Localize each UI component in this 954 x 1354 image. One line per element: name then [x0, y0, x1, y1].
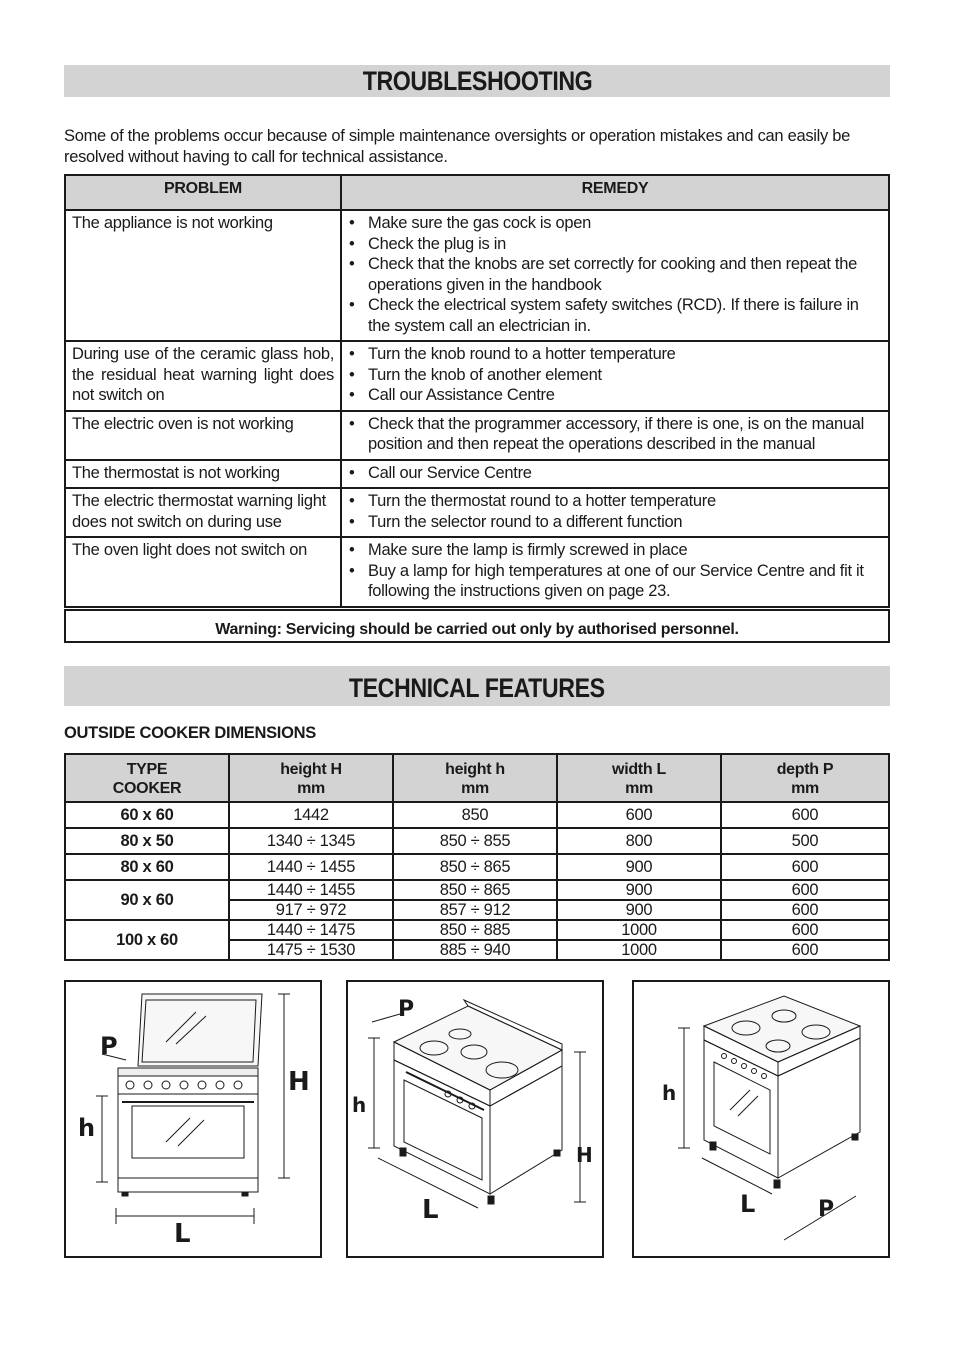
- remedy-item: • Make sure the gas cock is open: [348, 213, 882, 234]
- type-cell: 60 x 60: [65, 802, 229, 828]
- remedy-item: • Turn the knob round to a hotter temperature: [348, 344, 882, 365]
- cell-H: 1440 ÷ 1455: [229, 854, 393, 880]
- servicing-warning: Warning: Servicing should be carried out only by authorised personnel.: [64, 609, 890, 643]
- table-row: [65, 802, 889, 828]
- cell-P: 600: [721, 900, 889, 920]
- remedy-item: • Call our Service Centre: [348, 463, 882, 484]
- cell-P: 600: [721, 854, 889, 880]
- problem-header: PROBLEM: [65, 175, 341, 210]
- depth-P-header: depth P mm: [721, 754, 889, 802]
- figure-ceramic-cooker: [632, 980, 890, 1258]
- remedy-item: • Buy a lamp for high temperatures at one of our Service Centre and fit it following the instructions given on page 23.: [348, 561, 882, 602]
- table-row: [65, 828, 889, 854]
- cell-P: 500: [721, 828, 889, 854]
- cell-h: 850: [393, 802, 557, 828]
- cell-H: 1475 ÷ 1530: [229, 940, 393, 960]
- label-h: h: [352, 1093, 367, 1117]
- problem-cell: The electric thermostat warning light does not switch on during use: [65, 488, 341, 537]
- troubleshooting-title: TROUBLESHOOTING: [64, 65, 890, 97]
- dimensions-subtitle: OUTSIDE COOKER DIMENSIONS: [64, 724, 316, 742]
- troubleshooting-intro: Some of the problems occur because of simple maintenance oversights or operation mistakes and can easily be resolved without having to call for technical assistance.: [64, 127, 851, 166]
- cell-L: 800: [557, 828, 721, 854]
- dimensions-table: [64, 753, 890, 961]
- cell-h: 850 ÷ 885: [393, 920, 557, 940]
- cell-h: 850 ÷ 865: [393, 854, 557, 880]
- cell-L: 900: [557, 854, 721, 880]
- label-h: h: [78, 1114, 96, 1142]
- cell-P: 600: [721, 802, 889, 828]
- cell-h: 857 ÷ 912: [393, 900, 557, 920]
- figure-cooker-with-lid: [64, 980, 322, 1258]
- label-h: h: [662, 1081, 677, 1105]
- problem-cell: The appliance is not working: [65, 210, 341, 341]
- height-H-header: height H mm: [229, 754, 393, 802]
- cell-P: 600: [721, 920, 889, 940]
- remedy-cell: [341, 341, 889, 411]
- table-row: [65, 880, 889, 900]
- cell-L: 1000: [557, 920, 721, 940]
- label-L: L: [740, 1190, 756, 1218]
- remedy-item: • Make sure the lamp is firmly screwed in place: [348, 540, 882, 561]
- cell-L: 600: [557, 802, 721, 828]
- remedy-item: • Call our Assistance Centre: [348, 385, 882, 406]
- problem-cell: The electric oven is not working: [65, 411, 341, 460]
- type-cell: 90 x 60: [65, 880, 229, 920]
- table-row: [65, 210, 889, 341]
- label-P: P: [100, 1032, 118, 1060]
- cell-H: 1440 ÷ 1475: [229, 920, 393, 940]
- cell-P: 600: [721, 940, 889, 960]
- remedy-item: • Turn the thermostat round to a hotter temperature: [348, 491, 882, 512]
- remedy-cell: [341, 210, 889, 341]
- cell-H: 1442: [229, 802, 393, 828]
- table-row: [65, 488, 889, 537]
- cooker-lid-drawing: [66, 982, 320, 1256]
- label-H: H: [288, 1067, 310, 1097]
- cell-P: 600: [721, 880, 889, 900]
- remedy-item: • Check the plug is in: [348, 234, 882, 255]
- table-row: [65, 920, 889, 940]
- type-cell: 100 x 60: [65, 920, 229, 960]
- table-row: [65, 460, 889, 489]
- table-row: [65, 854, 889, 880]
- label-L: L: [174, 1219, 191, 1249]
- cell-H: 1340 ÷ 1345: [229, 828, 393, 854]
- remedy-cell: [341, 460, 889, 489]
- label-L: L: [422, 1195, 439, 1225]
- table-row: [65, 341, 889, 411]
- cell-L: 1000: [557, 940, 721, 960]
- label-P: P: [398, 997, 415, 1022]
- remedy-item: • Turn the knob of another element: [348, 365, 882, 386]
- cooker-perspective-drawing: [348, 982, 602, 1256]
- cell-h: 850 ÷ 865: [393, 880, 557, 900]
- cell-h: 850 ÷ 855: [393, 828, 557, 854]
- width-L-header: width L mm: [557, 754, 721, 802]
- label-H: H: [576, 1143, 593, 1167]
- technical-features-title: TECHNICAL FEATURES: [64, 666, 890, 706]
- height-h-header: height h mm: [393, 754, 557, 802]
- remedy-header: REMEDY: [341, 175, 889, 210]
- label-P: P: [818, 1197, 835, 1222]
- troubleshooting-table: [64, 174, 890, 608]
- cell-h: 885 ÷ 940: [393, 940, 557, 960]
- problem-cell: The oven light does not switch on: [65, 537, 341, 607]
- remedy-cell: [341, 488, 889, 537]
- type-cell: 80 x 60: [65, 854, 229, 880]
- cell-L: 900: [557, 900, 721, 920]
- table-header-row: [65, 754, 889, 802]
- cell-L: 900: [557, 880, 721, 900]
- remedy-cell: [341, 411, 889, 460]
- table-row: [65, 537, 889, 607]
- remedy-item: • Check that the programmer accessory, if there is one, is on the manual position and then repeat the operations described in the manual: [348, 414, 882, 455]
- remedy-item: • Check that the knobs are set correctly for cooking and then repeat the operations given in the handbook: [348, 254, 882, 295]
- figure-cooker-perspective: [346, 980, 604, 1258]
- remedy-item: • Check the electrical system safety switches (RCD). If there is failure in the system call an electrician in.: [348, 295, 882, 336]
- table-header-row: [65, 175, 889, 210]
- ceramic-cooker-drawing: [634, 982, 888, 1256]
- remedy-cell: [341, 537, 889, 607]
- cell-H: 1440 ÷ 1455: [229, 880, 393, 900]
- remedy-item: • Turn the selector round to a different function: [348, 512, 882, 533]
- table-row: [65, 411, 889, 460]
- type-header: TYPE COOKER: [65, 754, 229, 802]
- problem-cell: The thermostat is not working: [65, 460, 341, 489]
- cell-H: 917 ÷ 972: [229, 900, 393, 920]
- problem-cell: During use of the ceramic glass hob, the residual heat warning light does not switch on: [65, 341, 341, 411]
- type-cell: 80 x 50: [65, 828, 229, 854]
